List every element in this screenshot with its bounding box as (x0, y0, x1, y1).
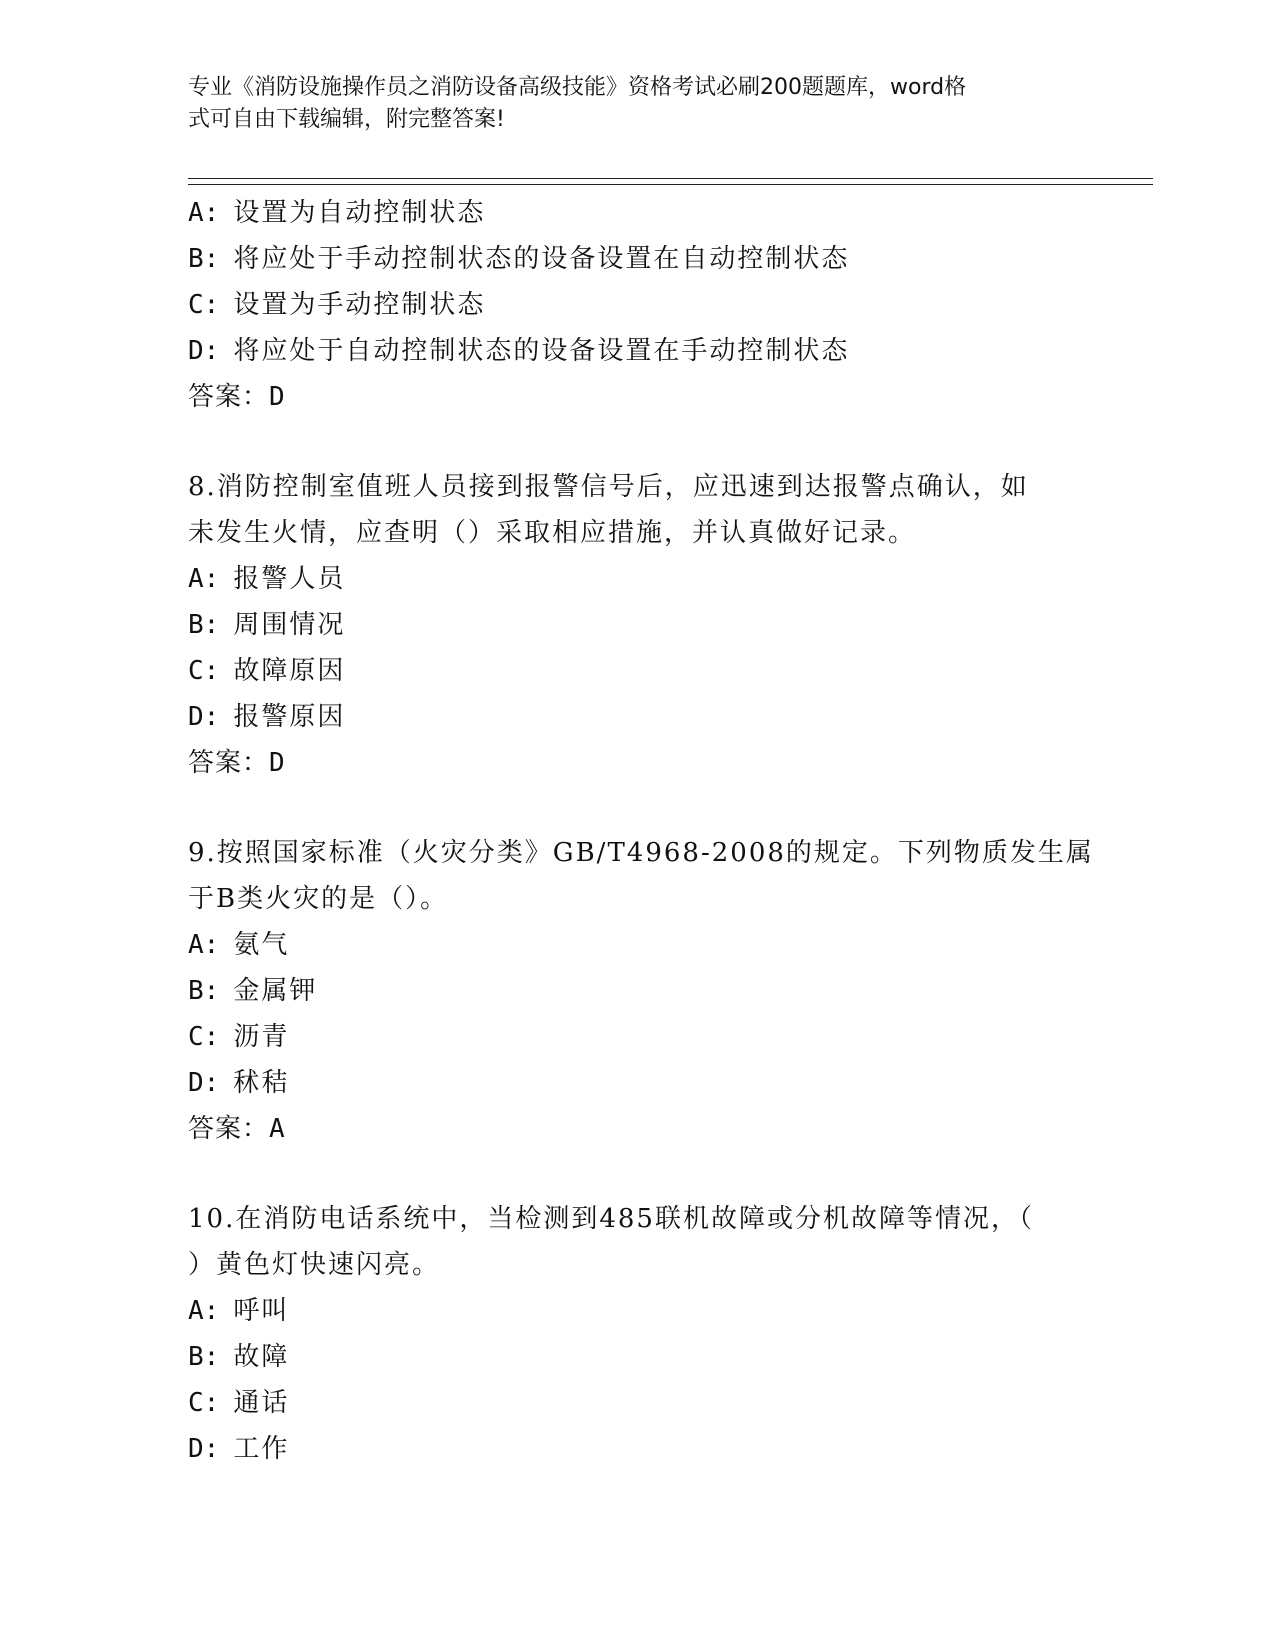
option-c: C: 设置为手动控制状态 (188, 290, 486, 320)
option-c: C: 通话 (188, 1388, 290, 1418)
option-a: A: 报警人员 (188, 564, 346, 594)
option-d: D: 工作 (188, 1434, 290, 1464)
answer-line: 答案：A (188, 1114, 286, 1144)
question-list (188, 190, 1094, 1472)
answer-value: D (269, 382, 286, 412)
header-divider-bottom (188, 184, 1153, 185)
answer-value: A (269, 1114, 286, 1144)
question-stem-line-2: ）黄色灯快速闪亮。 (188, 1250, 441, 1280)
question-stem-line-1: 10.在消防电话系统中，当检测到485联机故障或分机故障等情况，（ (188, 1204, 1034, 1234)
option-a: A: 设置为自动控制状态 (188, 198, 486, 228)
question-stem-line-2: 未发生火情，应查明（）采取相应措施，并认真做好记录。 (188, 518, 917, 548)
option-a: A: 氨气 (188, 930, 290, 960)
option-b: B: 金属钾 (188, 976, 318, 1006)
question-10 (188, 1196, 1088, 1472)
option-d: D: 将应处于自动控制状态的设备设置在手动控制状态 (188, 336, 850, 366)
answer-line: 答案：D (188, 748, 286, 778)
option-c: C: 沥青 (188, 1022, 290, 1052)
option-b: B: 将应处于手动控制状态的设备设置在自动控制状态 (188, 244, 850, 274)
option-c: C: 故障原因 (188, 656, 346, 686)
header-line-2: 式可自由下载编辑，附完整答案! (188, 107, 505, 132)
answer-value: D (269, 748, 286, 778)
option-d: D: 报警原因 (188, 702, 346, 732)
option-b: B: 周围情况 (188, 610, 346, 640)
question-stem-line-1: 8.消防控制室值班人员接到报警信号后，应迅速到达报警点确认，如 (188, 472, 1029, 502)
option-d: D: 秫秸 (188, 1068, 290, 1098)
question-stem-line-1: 9.按照国家标准（火灾分类》GB/T4968-2008的规定。下列物质发生属 (188, 838, 1094, 868)
answer-line: 答案：D (188, 382, 286, 412)
question-7 (188, 190, 1088, 420)
question-stem-line-2: 于B类火灾的是（）。 (188, 884, 449, 914)
header-divider-top (188, 178, 1153, 179)
question-8 (188, 464, 1088, 786)
header-line-1: 专业《消防设施操作员之消防设备高级技能》资格考试必刷200题题库，word格 (188, 75, 967, 100)
document-header (188, 72, 1068, 136)
option-b: B: 故障 (188, 1342, 290, 1372)
question-9 (188, 830, 1094, 1152)
option-a: A: 呼叫 (188, 1296, 290, 1326)
